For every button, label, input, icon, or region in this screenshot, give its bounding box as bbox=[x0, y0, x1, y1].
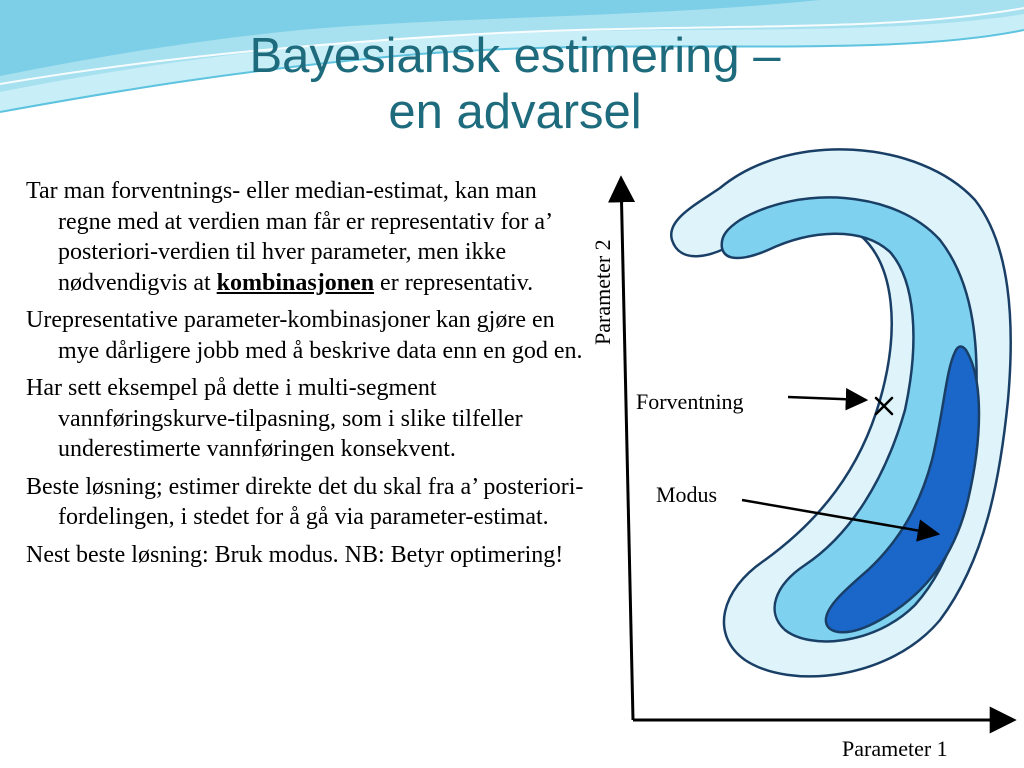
title-line-1: Bayesiansk estimering – bbox=[249, 29, 781, 83]
y-axis bbox=[621, 178, 633, 720]
bullet-text: Nest beste løsning: Bruk modus. NB: Betyr optimering! bbox=[26, 541, 564, 568]
mode-label: Modus bbox=[656, 482, 718, 507]
bullet-text: Har sett eksempel på dette i multi-segment vannføringskurve-tilpasning, som i slike tilfeller underestimerte vannføringen konsekvent. bbox=[26, 375, 523, 462]
expectation-arrow bbox=[788, 397, 866, 400]
bullet-text: Urepresentative parameter-kombinasjoner kan gjøre en mye dårligere jobb med å beskrive data enn en god en. bbox=[26, 307, 583, 364]
y-axis-label: Parameter 2 bbox=[590, 239, 615, 345]
title-line-2: en advarsel bbox=[388, 85, 642, 139]
bullet-text: er representativ. bbox=[374, 269, 534, 296]
bullet-emphasis: kombinasjonen bbox=[216, 269, 375, 296]
x-axis-label: Parameter 1 bbox=[842, 736, 948, 761]
expectation-label: Forventning bbox=[636, 389, 744, 414]
bullet-text: Tar man forventnings- eller median-estimat, kan man regne med at verdien man får er representativ for a’ posteriori-verdien til hver parameter, men ikke nødvendigvis at bbox=[26, 178, 552, 296]
bullet-text: Beste løsning; estimer direkte det du skal fra a’ posteriori-fordelingen, i stedet for å gå via parameter-estimat. bbox=[26, 473, 584, 530]
